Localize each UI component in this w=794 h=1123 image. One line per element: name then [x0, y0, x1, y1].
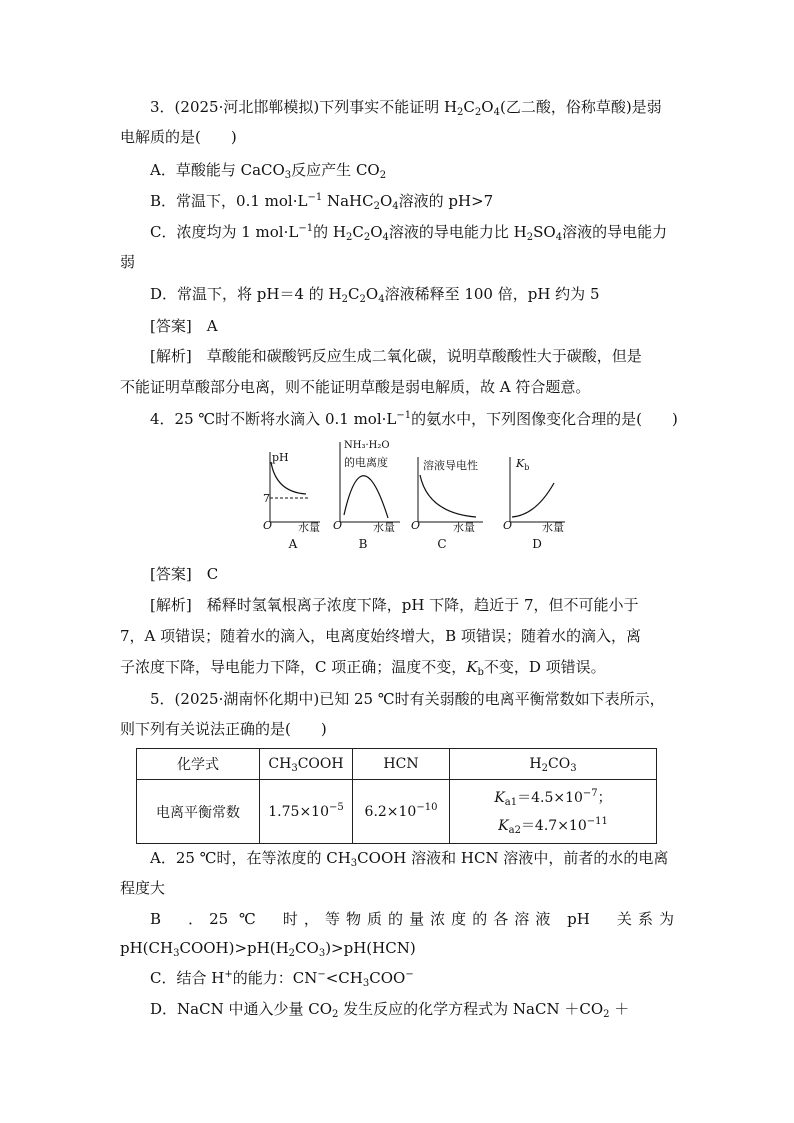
- graph-a-ylabel: pH: [272, 451, 289, 464]
- q3-analysis-line1: [解析] 草酸能和碳酸钙反应生成二氧化碳，说明草酸酸性大于碳酸，但是: [150, 347, 642, 365]
- graph-a-tick-7: 7: [263, 492, 270, 505]
- graph-a-caption: A: [288, 537, 298, 551]
- ka2-value: $K_{a2}=4.7\times 10^{-11}$: [498, 815, 608, 836]
- q4-analysis-line3: 子浓度下降，导电能力下降，C 项正确；温度不变，$K_b$不变，D 项错误。: [120, 658, 606, 678]
- table-header-ch3cooh: $CH_3COOH$: [260, 749, 353, 780]
- q5-option-a-line1: A．25 ℃时，在等浓度的 $CH_3COOH$ 溶液和 HCN 溶液中，前者的水的电离: [150, 849, 669, 869]
- graph-c-caption: C: [437, 537, 447, 551]
- table-cell-ch3cooh-ka: $1.75\times 10^{-5}$: [260, 780, 353, 844]
- q4-analysis-line1: [解析] 稀释时氢氧根离子浓度下降，pH 下降，趋近于 7，但不可能小于: [150, 596, 639, 614]
- graph-d-origin: O: [503, 519, 513, 532]
- q3-option-b: B．常温下，0.1 $mol\cdot L^{-1}$ $NaHC_2O_4$溶液的 pH>7: [150, 192, 494, 212]
- table-header-formula: 化学式: [137, 749, 260, 780]
- q5-option-c: C．结合 H+的能力：$CN^-<CH_3COO^-$: [150, 969, 414, 989]
- table-row-label: 电离平衡常数: [137, 780, 260, 844]
- ka1-value: $K_{a1}=4.5\times 10^{-7}$；: [494, 787, 612, 808]
- q5-option-a-line2: 程度大: [120, 879, 166, 897]
- q5-stem-line2: 则下列有关说法正确的是( ): [120, 720, 327, 738]
- table-cell-hcn-ka: $6.2\times 10^{-10}$: [353, 780, 450, 844]
- q3-stem-line1: 3．(2025·河北邯郸模拟)下列事实不能证明 $H_2C_2O_4$(乙二酸，俗称草酸)是弱: [150, 98, 662, 118]
- ionization-constant-table: [136, 748, 657, 844]
- table-header-h2co3: $H_2CO_3$: [450, 749, 657, 780]
- graph-b-origin: O: [333, 519, 343, 532]
- q5-option-b-line1: B ．25 ℃ 时，等物质的量浓度的各溶液 pH 关系为: [150, 910, 674, 928]
- graph-d-ylabel: $K_b$: [516, 457, 530, 472]
- graph-c-ylabel: 溶液导电性: [423, 459, 478, 472]
- q3-analysis-line2: 不能证明草酸部分电离，则不能证明草酸是弱电解质，故 A 符合题意。: [120, 378, 591, 396]
- graph-b-xlabel: 水量: [373, 521, 395, 534]
- q4-analysis-line2: 7，A 项错误；随着水的滴入，电离度始终增大，B 项错误；随着水的滴入，离: [120, 627, 641, 645]
- q3-answer: [答案] A: [150, 317, 218, 335]
- q4-stem: 4．25 ℃时不断将水滴入 0.1 $mol\cdot L^{-1}$的氨水中，下列图像变化合理的是( ): [150, 410, 678, 428]
- graph-c-xlabel: 水量: [453, 521, 475, 534]
- graph-d-xlabel: 水量: [542, 521, 564, 534]
- graph-c-origin: O: [411, 519, 421, 532]
- graph-b-ylabel-1: NH₃·H₂O: [344, 440, 390, 451]
- q3-stem-line2: 电解质的是( ): [120, 128, 237, 146]
- table-header-hcn: HCN: [353, 749, 450, 780]
- q3-option-c-line1: C．浓度均为 1 $mol\cdot L^{-1}$的 $H_2C_2O_4$溶液的导电能力比 $H_2SO_4$溶液的导电能力: [150, 223, 668, 243]
- q3-option-c-line2: 弱: [120, 253, 136, 271]
- q5-option-d: D．NaCN 中通入少量 $CO_2$ 发生反应的化学方程式为 NaCN $+CO_2$ ＋: [150, 1000, 630, 1020]
- q3-option-d: D．常温下，将 pH＝4 的 $H_2C_2O_4$溶液稀释至 100 倍，pH 约为 5: [150, 285, 600, 305]
- graph-a-xlabel: 水量: [298, 521, 320, 534]
- table-cell-h2co3-ka: [450, 780, 657, 844]
- q5-option-b-line2: $pH(CH_3COOH)>pH(H_2CO_3)>pH(HCN)$: [120, 939, 416, 959]
- graph-b-caption: B: [358, 537, 368, 551]
- graph-b-ylabel-2: 的电离度: [344, 456, 388, 469]
- graph-a: [262, 450, 322, 530]
- graph-a-origin: O: [263, 519, 273, 532]
- q3-option-a: A．草酸能与 CaCO$_3$反应产生 $CO_2$: [150, 161, 387, 181]
- q4-answer: [答案] C: [150, 565, 219, 583]
- q5-stem-line1: 5．(2025·湖南怀化期中)已知 25 ℃时有关弱酸的电离平衡常数如下表所示，: [150, 690, 665, 708]
- graph-d-caption: D: [532, 537, 542, 551]
